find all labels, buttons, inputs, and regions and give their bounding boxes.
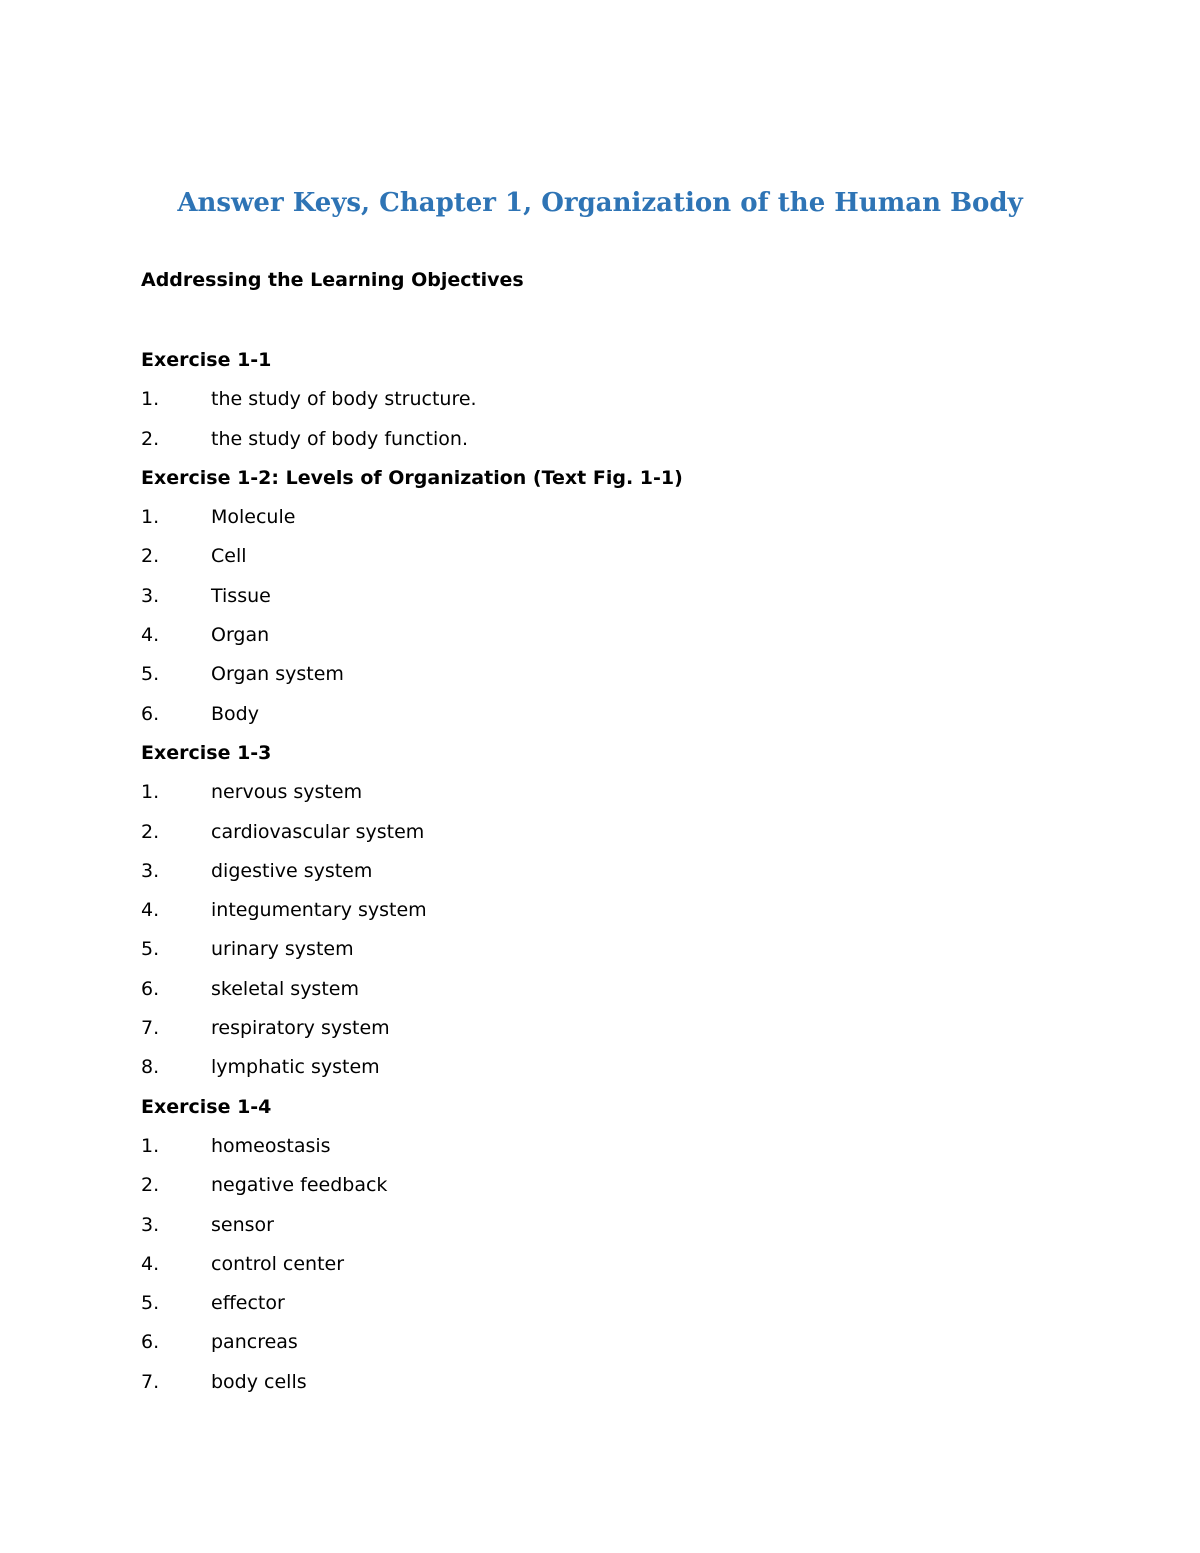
- list-item: [141, 930, 1091, 969]
- section-heading: Exercise 1-2: Levels of Organization (Text Fig. 1-1): [141, 466, 683, 489]
- item-text: homeostasis: [211, 1134, 331, 1157]
- item-number: 5.: [141, 1292, 160, 1315]
- list-item: [141, 655, 1091, 694]
- item-number: 1.: [141, 506, 160, 529]
- list-item: [141, 577, 1091, 616]
- list-item: [141, 773, 1091, 812]
- item-number: 4.: [141, 624, 160, 647]
- item-number: 4.: [141, 899, 160, 922]
- answer-list: [141, 773, 1091, 1087]
- item-text: digestive system: [211, 859, 373, 882]
- list-item: [141, 1127, 1091, 1166]
- section-heading: Exercise 1-4: [141, 1095, 272, 1118]
- item-text: the study of body function.: [211, 427, 468, 450]
- item-number: 1.: [141, 1134, 160, 1157]
- item-number: 7.: [141, 1017, 160, 1040]
- item-number: 2.: [141, 820, 160, 843]
- list-item: [141, 891, 1091, 930]
- item-text: Molecule: [211, 506, 296, 529]
- item-text: Organ system: [211, 663, 344, 686]
- item-text: body cells: [211, 1370, 307, 1393]
- list-item: [141, 1323, 1091, 1362]
- list-item: [141, 1284, 1091, 1323]
- item-text: lymphatic system: [211, 1056, 380, 1079]
- list-item: [141, 380, 1091, 419]
- item-number: 8.: [141, 1056, 160, 1079]
- item-text: integumentary system: [211, 899, 427, 922]
- item-number: 5.: [141, 663, 160, 686]
- list-item: [141, 1206, 1091, 1245]
- section-heading: Exercise 1-3: [141, 741, 272, 764]
- answer-list: [141, 380, 1091, 459]
- item-text: sensor: [211, 1213, 274, 1236]
- item-number: 6.: [141, 702, 160, 725]
- item-number: 3.: [141, 584, 160, 607]
- item-number: 7.: [141, 1370, 160, 1393]
- item-number: 1.: [141, 388, 160, 411]
- item-number: 4.: [141, 1252, 160, 1275]
- list-item: [141, 695, 1091, 734]
- item-number: 5.: [141, 938, 160, 961]
- item-text: cardiovascular system: [211, 820, 425, 843]
- list-item: [141, 420, 1091, 459]
- item-text: effector: [211, 1292, 285, 1315]
- item-text: Organ: [211, 624, 270, 647]
- item-text: control center: [211, 1252, 345, 1275]
- list-item: [141, 813, 1091, 852]
- item-text: the study of body structure.: [211, 388, 477, 411]
- item-number: 1.: [141, 781, 160, 804]
- item-text: nervous system: [211, 781, 363, 804]
- document-body: [141, 265, 1091, 1402]
- item-text: respiratory system: [211, 1017, 390, 1040]
- item-text: Body: [211, 702, 259, 725]
- list-item: [141, 498, 1091, 537]
- item-number: 2.: [141, 1174, 160, 1197]
- list-item: [141, 1048, 1091, 1087]
- list-item: [141, 1166, 1091, 1205]
- document-title: Answer Keys, Chapter 1, Organization of the Human Body: [177, 188, 1023, 218]
- item-number: 3.: [141, 859, 160, 882]
- document-subtitle: Addressing the Learning Objectives: [141, 269, 524, 291]
- item-number: 6.: [141, 977, 160, 1000]
- list-item: [141, 616, 1091, 655]
- item-text: Cell: [211, 545, 247, 568]
- item-text: skeletal system: [211, 977, 359, 1000]
- answer-list: [141, 1127, 1091, 1402]
- section-heading: Exercise 1-1: [141, 349, 272, 371]
- spacer: [141, 295, 1091, 341]
- list-item: [141, 1245, 1091, 1284]
- list-item: [141, 1009, 1091, 1048]
- answer-list: [141, 498, 1091, 734]
- item-text: pancreas: [211, 1331, 298, 1354]
- item-number: 2.: [141, 545, 160, 568]
- item-number: 2.: [141, 427, 160, 450]
- item-number: 6.: [141, 1331, 160, 1354]
- item-text: urinary system: [211, 938, 354, 961]
- list-item: [141, 537, 1091, 576]
- list-item: [141, 1363, 1091, 1402]
- item-number: 3.: [141, 1213, 160, 1236]
- item-text: negative feedback: [211, 1174, 388, 1197]
- item-text: Tissue: [211, 584, 271, 607]
- list-item: [141, 970, 1091, 1009]
- sections-container: [141, 341, 1091, 1402]
- list-item: [141, 852, 1091, 891]
